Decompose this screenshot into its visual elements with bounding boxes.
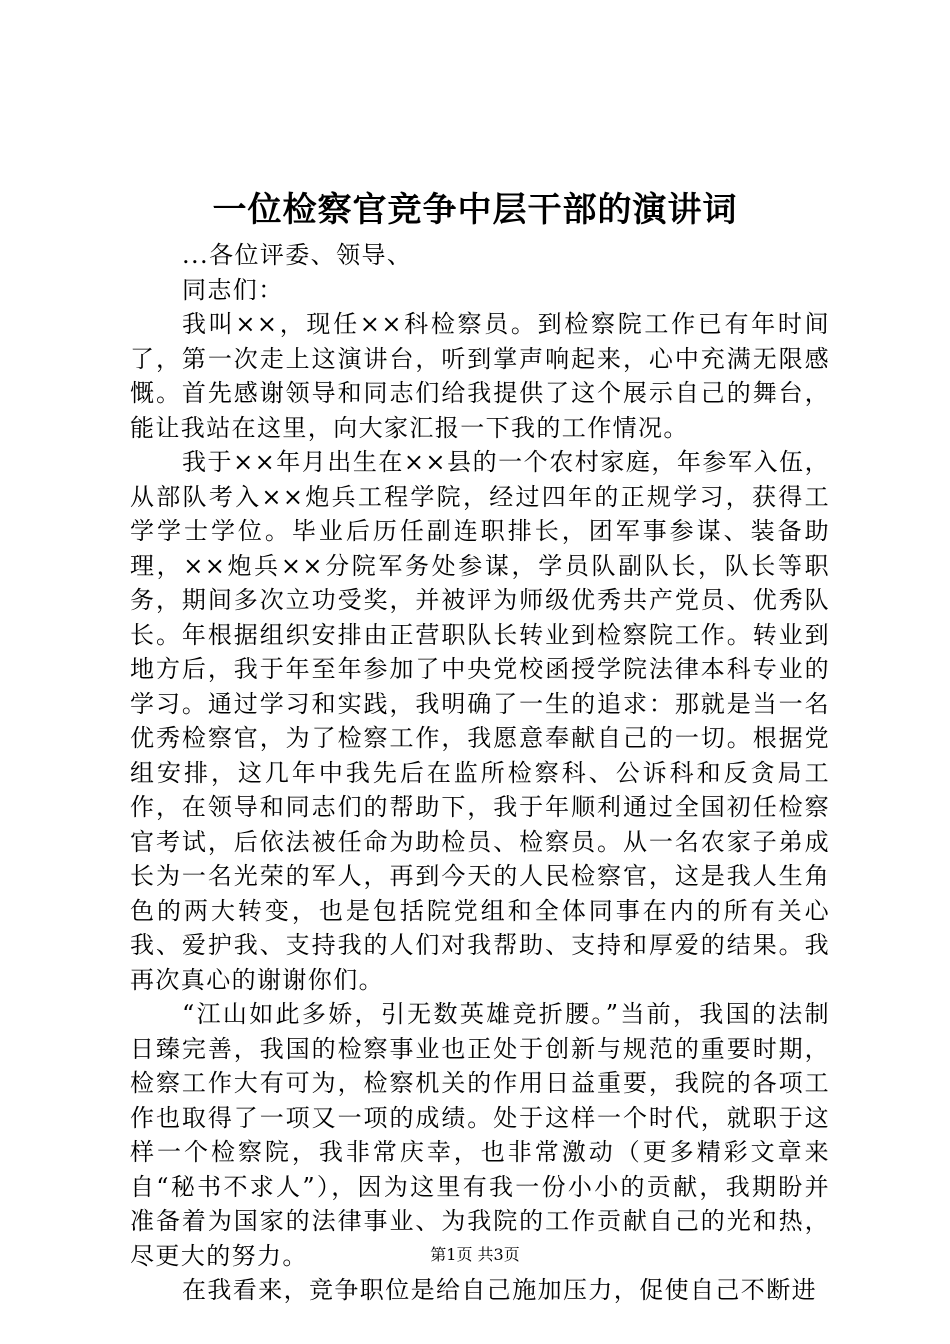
paragraph-background: 我于××年月出生在××县的一个农村家庭，年参军入伍，从部队考入××炮兵工程学院，经过四年的正规学习，获得工学学士学位。毕业后历任副连职排长，团军事参谋、装备助理，××炮兵××分院军务处参谋，学员队副队长，队长等职务，期间多次立功受奖，并被评为师级优秀共产党员、优秀队长。年根据组织安排由正营职队长转业到检察院工作。转业到地方后，我于年至年参加了中央党校函授学院法律本科专业的学习。通过学习和实践，我明确了一生的追求：那就是当一名优秀检察官，为了检察工作，我愿意奉献自己的一切。根据党组安排，这几年中我先后在监所检察科、公诉科和反贪局工作，在领导和同志们的帮助下，我于年顺利通过全国初任检察官考试，后依法被任命为助检员、检察员。从一名农家子弟成长为一名光荣的军人，再到今天的人民检察官，这是我人生角色的两大转变，也是包括院党组和全体同事在内的所有关心我、爱护我、支持我的人们对我帮助、支持和厚爱的结果。我再次真心的谢谢你们。	[130, 448, 830, 994]
paragraph-era: “江山如此多娇，引无数英雄竞折腰。”当前，我国的法制日臻完善，我国的检察事业也正处于创新与规范的重要时期，检察工作大有可为，检察机关的作用日益重要，我院的各项工作也取得了一项又一项的成绩。处于这样一个时代，就职于这样一个检察院，我非常庆幸，也非常激动（更多精彩文章来自“秘书不求人”），因为这里有我一份小小的贡献，我期盼并准备着为国家的法律事业、为我院的工作贡献自己的光和热，尽更大的努力。	[130, 1000, 830, 1270]
paragraph-introduction: 我叫××，现任××科检察员。到检察院工作已有年时间了，第一次走上这演讲台，听到掌声响起来，心中充满无限感慨。首先感谢领导和同志们给我提供了这个展示自己的舞台，能让我站在这里，向大家汇报一下我的工作情况。	[130, 310, 830, 442]
document-title: 一位检察官竞争中层干部的演讲词	[212, 190, 738, 230]
document-body	[130, 238, 830, 1308]
paragraph-competition: 在我看来，竞争职位是给自己施加压力，促使自己不断进	[182, 1276, 817, 1304]
paragraph-salutation-1: ...各位评委、领导、	[182, 241, 413, 269]
paragraph-salutation-2: 同志们：	[182, 275, 284, 304]
page-footer: 第1页 共3页	[430, 1245, 520, 1264]
